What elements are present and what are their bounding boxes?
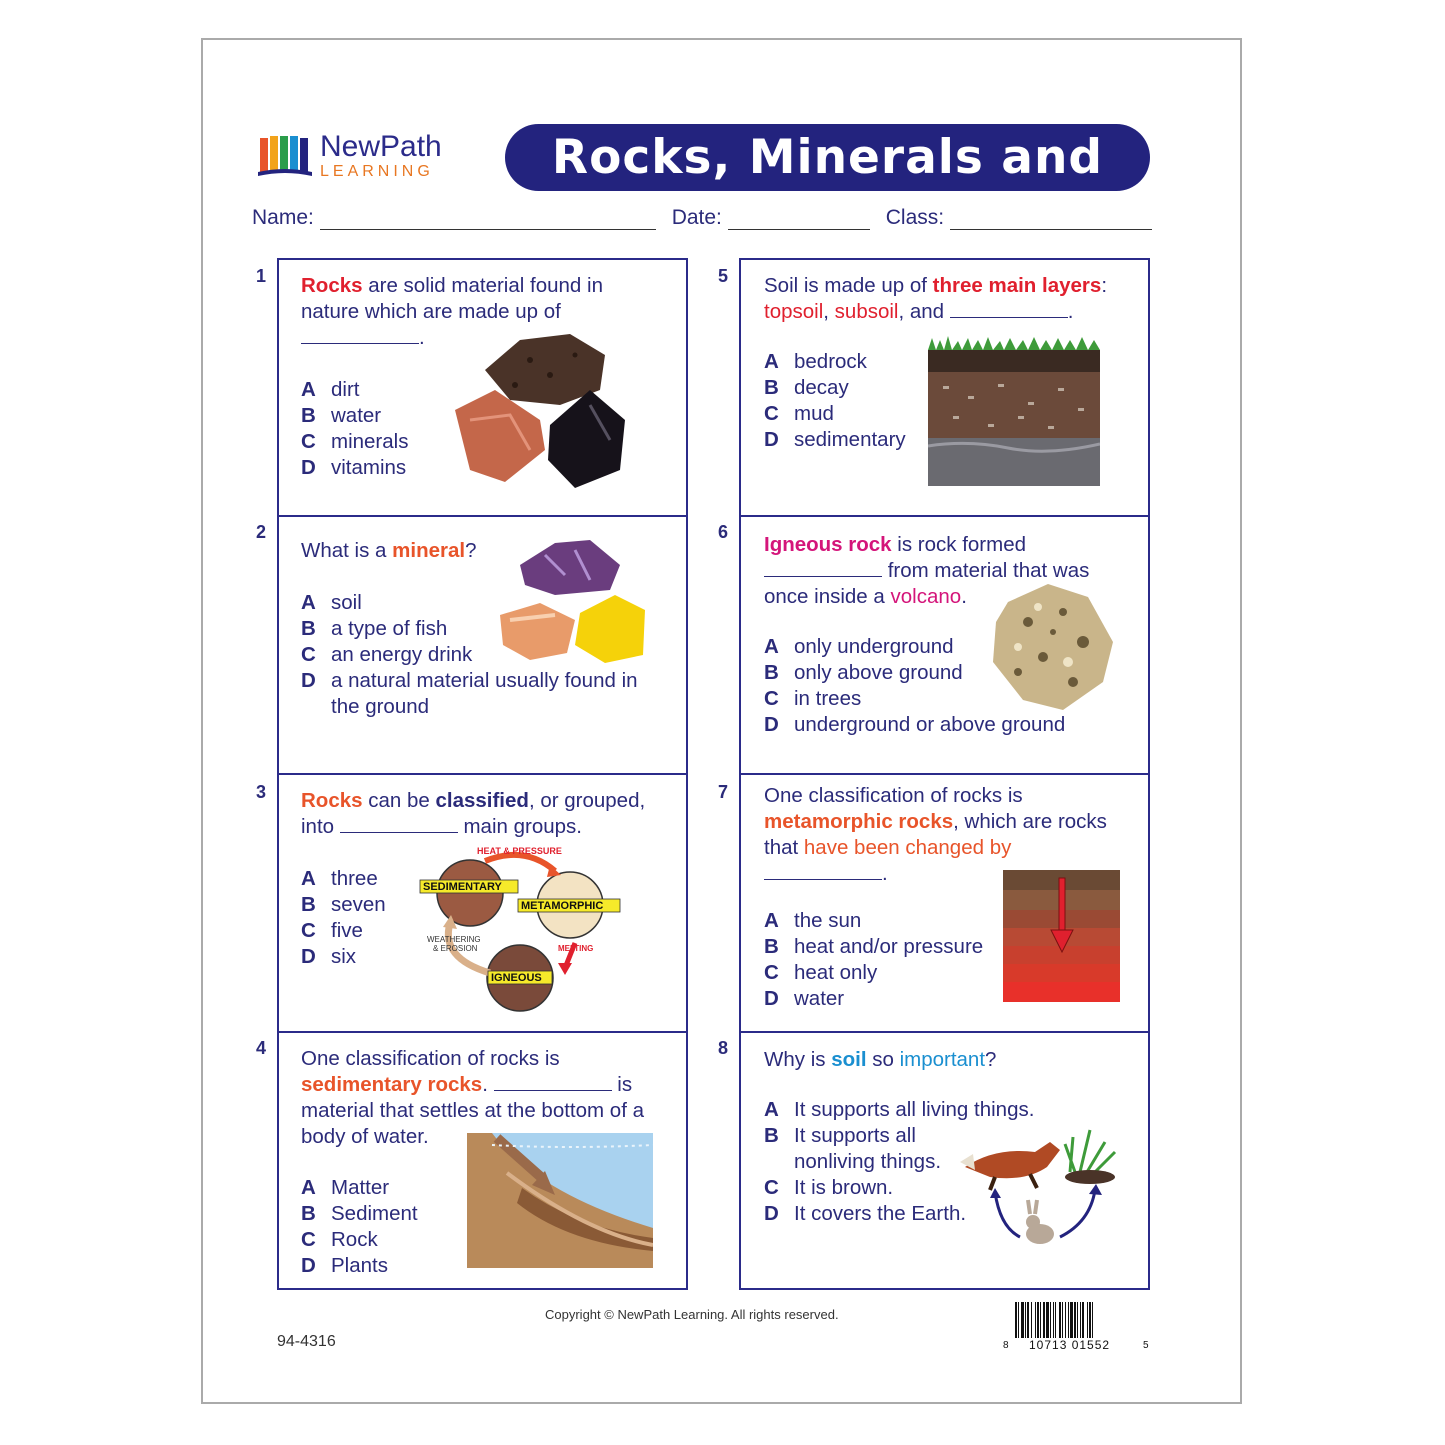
date-label: Date: bbox=[671, 206, 722, 229]
question-7-text: One classification of rocks is metamorphic rocks, which are rocks that have been changed by . bbox=[764, 784, 1107, 885]
question-4-text: One classification of rocks is sedimentary rocks. is material that settles at the bottom of a body of water. bbox=[301, 1047, 644, 1148]
question-7-options bbox=[764, 908, 983, 1012]
answer-option[interactable]: D six bbox=[301, 945, 357, 968]
answer-option[interactable]: A three bbox=[301, 867, 378, 890]
answer-option[interactable]: A dirt bbox=[301, 378, 360, 401]
barcode-bar bbox=[1092, 1302, 1093, 1338]
melting-label: MELTING bbox=[558, 944, 594, 953]
barcode-bar bbox=[1035, 1302, 1036, 1338]
barcode-bars-icon bbox=[1003, 1302, 1153, 1342]
soil-layers-picture bbox=[928, 336, 1100, 486]
question-number: 4 bbox=[256, 1038, 267, 1058]
barcode-bar bbox=[1077, 1302, 1078, 1338]
question-8-text: Why is soil so important? bbox=[764, 1048, 997, 1071]
header-fields bbox=[252, 206, 1152, 230]
question-number: 6 bbox=[718, 522, 729, 542]
barcode-bar bbox=[1021, 1302, 1024, 1338]
answer-option[interactable]: C It is brown. bbox=[764, 1176, 894, 1199]
answer-option[interactable]: C heat only bbox=[764, 961, 878, 984]
barcode-bar bbox=[1082, 1302, 1084, 1338]
answer-option[interactable]: C mud bbox=[764, 402, 834, 425]
answer-option[interactable]: C in trees bbox=[764, 687, 862, 710]
weathering-label: WEATHERING bbox=[427, 935, 481, 944]
question-number: 3 bbox=[256, 782, 267, 802]
answer-option[interactable]: B seven bbox=[301, 893, 386, 916]
question-5-options bbox=[764, 349, 906, 453]
sediment-picture bbox=[467, 1133, 653, 1268]
answer-option[interactable]: B Sediment bbox=[301, 1202, 418, 1225]
question-number: 7 bbox=[718, 782, 729, 802]
answer-option[interactable]: D vitamins bbox=[301, 456, 407, 479]
barcode-bar bbox=[1027, 1302, 1029, 1338]
book-logo-icon bbox=[258, 132, 312, 178]
barcode-bar bbox=[1087, 1302, 1088, 1338]
answer-option[interactable]: D underground or above ground bbox=[764, 713, 1066, 736]
barcode-bar bbox=[1059, 1302, 1061, 1338]
answer-option[interactable]: A Matter bbox=[301, 1176, 390, 1199]
erosion-label: & EROSION bbox=[433, 944, 478, 953]
answer-option[interactable]: D Plants bbox=[301, 1254, 388, 1277]
name-input-line[interactable] bbox=[320, 209, 656, 230]
question-2-text: What is a mineral? bbox=[301, 539, 477, 562]
question-3-options bbox=[301, 866, 386, 970]
pressure-layers-picture bbox=[1003, 870, 1120, 1002]
barcode-bar bbox=[1015, 1302, 1017, 1338]
question-number: 5 bbox=[718, 266, 729, 286]
question-3-text: Rocks can be classified, or grouped, into main groups. bbox=[301, 789, 646, 838]
answer-option[interactable]: B only above ground bbox=[764, 661, 963, 684]
barcode-bar bbox=[1025, 1302, 1026, 1338]
answer-option[interactable]: D a natural material usually found in the ground bbox=[301, 669, 638, 718]
barcode-bar bbox=[1089, 1302, 1091, 1338]
barcode-bar bbox=[1080, 1302, 1081, 1338]
question-number: 8 bbox=[718, 1038, 729, 1058]
answer-option[interactable]: C five bbox=[301, 919, 363, 942]
barcode-bar bbox=[1065, 1302, 1066, 1338]
barcode-bar bbox=[1070, 1302, 1073, 1338]
barcode-right-digit: 5 bbox=[1143, 1340, 1149, 1351]
answer-option[interactable]: A only underground bbox=[764, 635, 954, 658]
barcode-bar bbox=[1055, 1302, 1056, 1338]
copyright-text: Copyright © NewPath Learning. All rights reserved. bbox=[545, 1307, 839, 1322]
answer-option[interactable]: B decay bbox=[764, 376, 849, 399]
barcode-bar bbox=[1031, 1302, 1032, 1338]
heat-pressure-label: HEAT & PRESSURE bbox=[477, 846, 562, 856]
newpath-logo bbox=[258, 130, 488, 180]
name-label: Name: bbox=[252, 206, 314, 229]
igneous-rock-picture bbox=[988, 582, 1116, 712]
question-1-options bbox=[301, 377, 408, 481]
barcode-bar bbox=[1040, 1302, 1041, 1338]
sedimentary-label: SEDIMENTARY bbox=[423, 881, 502, 893]
answer-option[interactable]: C minerals bbox=[301, 430, 409, 453]
question-6-text: Igneous rock is rock formed from material that was once inside a volcano. bbox=[764, 533, 1090, 608]
barcode-bar bbox=[1037, 1302, 1039, 1338]
question-5-text: Soil is made up of three main layers: topsoil, subsoil, and . bbox=[764, 274, 1108, 323]
class-label: Class: bbox=[885, 206, 945, 229]
barcode-bar bbox=[1074, 1302, 1076, 1338]
class-input-line[interactable] bbox=[950, 209, 1152, 230]
answer-option[interactable]: B water bbox=[301, 404, 382, 427]
answer-option[interactable]: A soil bbox=[301, 591, 362, 614]
barcode-bar bbox=[1043, 1302, 1045, 1338]
product-code: 94-4316 bbox=[277, 1333, 336, 1350]
question-number: 2 bbox=[256, 522, 267, 542]
answer-option[interactable]: B heat and/or pressure bbox=[764, 935, 984, 958]
question-4-options bbox=[301, 1175, 418, 1279]
igneous-label: IGNEOUS bbox=[491, 972, 542, 984]
answer-option[interactable]: D sedimentary bbox=[764, 428, 906, 451]
barcode-bar bbox=[1018, 1302, 1019, 1338]
question-number: 1 bbox=[256, 266, 267, 286]
barcode-digits: 10713 01552 bbox=[1029, 1338, 1111, 1352]
food-chain-picture bbox=[955, 1122, 1120, 1252]
barcode-bar bbox=[1062, 1302, 1063, 1338]
logo-brand-top: NewPath bbox=[320, 130, 442, 163]
metamorphic-label: METAMORPHIC bbox=[521, 900, 604, 912]
answer-option[interactable]: D It covers the Earth. bbox=[764, 1202, 967, 1225]
barcode-left-digit: 8 bbox=[1003, 1340, 1009, 1351]
answer-option[interactable]: C Rock bbox=[301, 1228, 378, 1251]
barcode bbox=[1003, 1302, 1153, 1357]
answer-option[interactable]: A bedrock bbox=[764, 350, 867, 373]
barcode-bar bbox=[1046, 1302, 1049, 1338]
answer-option[interactable]: B It supports all nonliving things. bbox=[764, 1124, 942, 1173]
answer-option[interactable]: A the sun bbox=[764, 909, 862, 932]
barcode-bar bbox=[1050, 1302, 1051, 1338]
question-1-text: Rocks are solid material found in nature which are made up of . bbox=[301, 274, 603, 349]
barcode-bar bbox=[1068, 1302, 1069, 1338]
answer-option[interactable]: A It supports all living things. bbox=[764, 1098, 1035, 1121]
barcode-bar bbox=[1053, 1302, 1054, 1338]
answer-option[interactable]: C an energy drink bbox=[301, 643, 473, 666]
date-input-line[interactable] bbox=[728, 209, 870, 230]
answer-option[interactable]: B a type of fish bbox=[301, 617, 448, 640]
page-title: Rocks, Minerals and Soil bbox=[505, 124, 1150, 191]
rock-cycle-diagram bbox=[415, 843, 625, 1018]
rocks-picture bbox=[450, 330, 635, 490]
answer-option[interactable]: D water bbox=[764, 987, 845, 1010]
logo-brand-bottom: LEARNING bbox=[320, 163, 434, 180]
minerals-picture bbox=[495, 535, 650, 665]
